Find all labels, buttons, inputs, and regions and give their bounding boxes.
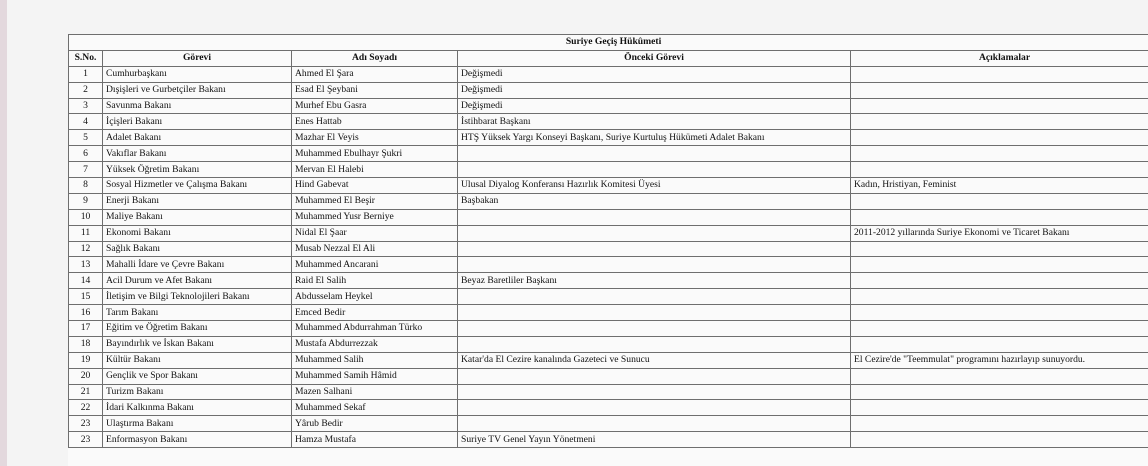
cell-sno: 2: [69, 82, 103, 98]
cell-adi-soyadi: Mervan El Halebi: [292, 162, 458, 178]
cell-aciklama: [851, 384, 1148, 400]
cell-onceki-gorevi: Değişmedi: [458, 82, 851, 98]
cell-onceki-gorevi: [458, 289, 851, 305]
cell-sno: 5: [69, 130, 103, 146]
cell-gorevi: Enformasyon Bakanı: [103, 432, 292, 448]
cell-gorevi: Ekonomi Bakanı: [103, 225, 292, 241]
cell-onceki-gorevi: [458, 257, 851, 273]
cell-aciklama: [851, 98, 1148, 114]
cell-onceki-gorevi: Ulusal Diyalog Konferansı Hazırlık Komitesi Üyesi: [458, 178, 851, 194]
cell-adi-soyadi: Muhammed Salih: [292, 352, 458, 368]
cell-aciklama: [851, 289, 1148, 305]
cell-adi-soyadi: Enes Hattab: [292, 114, 458, 130]
table-row: [69, 305, 1148, 321]
cell-sno: 15: [69, 289, 103, 305]
cell-gorevi: Sağlık Bakanı: [103, 241, 292, 257]
cell-adi-soyadi: Nidal El Şaar: [292, 225, 458, 241]
header-row: [69, 50, 1148, 66]
header-gorevi: Görevi: [103, 50, 292, 66]
cell-gorevi: Savunma Bakanı: [103, 98, 292, 114]
cell-aciklama: [851, 82, 1148, 98]
cell-onceki-gorevi: [458, 241, 851, 257]
cell-sno: 7: [69, 162, 103, 178]
cell-sno: 12: [69, 241, 103, 257]
window-left-edge: [0, 0, 7, 466]
cell-gorevi: Kültür Bakanı: [103, 352, 292, 368]
table-row: [69, 162, 1148, 178]
cell-adi-soyadi: Muhammed Yusr Berniye: [292, 209, 458, 225]
cell-gorevi: Maliye Bakanı: [103, 209, 292, 225]
cell-adi-soyadi: Hind Gabevat: [292, 178, 458, 194]
cell-aciklama: [851, 193, 1148, 209]
cell-aciklama: [851, 305, 1148, 321]
cell-onceki-gorevi: [458, 305, 851, 321]
cell-aciklama: Kadın, Hristiyan, Feminist: [851, 178, 1148, 194]
cell-aciklama: [851, 432, 1148, 448]
cell-onceki-gorevi: Değişmedi: [458, 66, 851, 82]
table-row: [69, 178, 1148, 194]
cell-sno: 14: [69, 273, 103, 289]
cell-sno: 13: [69, 257, 103, 273]
cell-gorevi: Tarım Bakanı: [103, 305, 292, 321]
cell-aciklama: [851, 209, 1148, 225]
cell-sno: 23: [69, 432, 103, 448]
cell-onceki-gorevi: [458, 336, 851, 352]
table-row: [69, 432, 1148, 448]
cell-adi-soyadi: Muhammed El Beşir: [292, 193, 458, 209]
cell-sno: 17: [69, 321, 103, 337]
header-aciklamalar: Açıklamalar: [851, 50, 1148, 66]
cell-adi-soyadi: Muhammed Ancarani: [292, 257, 458, 273]
table-row: [69, 130, 1148, 146]
cell-gorevi: Acil Durum ve Afet Bakanı: [103, 273, 292, 289]
cell-onceki-gorevi: Değişmedi: [458, 98, 851, 114]
cell-gorevi: Gençlik ve Spor Bakanı: [103, 368, 292, 384]
cell-aciklama: [851, 400, 1148, 416]
cell-gorevi: İçişleri Bakanı: [103, 114, 292, 130]
cell-aciklama: [851, 273, 1148, 289]
cell-adi-soyadi: Muhammed Samih Hâmid: [292, 368, 458, 384]
table-row: [69, 289, 1148, 305]
cell-aciklama: 2011-2012 yıllarında Suriye Ekonomi ve Ticaret Bakanı: [851, 225, 1148, 241]
cell-gorevi: Dışişleri ve Gurbetçiler Bakanı: [103, 82, 292, 98]
cell-gorevi: Yüksek Öğretim Bakanı: [103, 162, 292, 178]
cell-adi-soyadi: Murhef Ebu Gasra: [292, 98, 458, 114]
cell-adi-soyadi: Mustafa Abdurrezzak: [292, 336, 458, 352]
table-row: [69, 273, 1148, 289]
cell-adi-soyadi: Hamza Mustafa: [292, 432, 458, 448]
cell-adi-soyadi: Mazen Salhani: [292, 384, 458, 400]
cell-onceki-gorevi: [458, 321, 851, 337]
cell-aciklama: [851, 146, 1148, 162]
cell-sno: 21: [69, 384, 103, 400]
table-row: [69, 114, 1148, 130]
table-row: [69, 400, 1148, 416]
table-row: [69, 416, 1148, 432]
cell-onceki-gorevi: [458, 225, 851, 241]
cell-sno: 3: [69, 98, 103, 114]
cell-onceki-gorevi: [458, 162, 851, 178]
cell-onceki-gorevi: [458, 209, 851, 225]
cell-adi-soyadi: Ahmed El Şara: [292, 66, 458, 82]
table-row: [69, 225, 1148, 241]
cell-adi-soyadi: Muhammed Abdurrahman Türko: [292, 321, 458, 337]
cell-adi-soyadi: Emced Bedir: [292, 305, 458, 321]
cell-adi-soyadi: Mazhar El Veyis: [292, 130, 458, 146]
cell-gorevi: İletişim ve Bilgi Teknolojileri Bakanı: [103, 289, 292, 305]
table-row: [69, 257, 1148, 273]
table-row: [69, 384, 1148, 400]
cell-aciklama: [851, 66, 1148, 82]
cell-onceki-gorevi: Beyaz Baretliler Başkanı: [458, 273, 851, 289]
cell-sno: 4: [69, 114, 103, 130]
cell-sno: 22: [69, 400, 103, 416]
table-row: [69, 209, 1148, 225]
table-row: [69, 321, 1148, 337]
cell-onceki-gorevi: [458, 384, 851, 400]
cell-sno: 6: [69, 146, 103, 162]
cell-gorevi: Turizm Bakanı: [103, 384, 292, 400]
cell-aciklama: [851, 416, 1148, 432]
table-row: [69, 193, 1148, 209]
table-row: [69, 82, 1148, 98]
cell-onceki-gorevi: HTŞ Yüksek Yargı Konseyi Başkanı, Suriye Kurtuluş Hükümeti Adalet Bakanı: [458, 130, 851, 146]
cabinet-table: [68, 34, 1148, 448]
cell-gorevi: Ulaştırma Bakanı: [103, 416, 292, 432]
cell-aciklama: El Cezire'de "Teemmulat" programını hazırlayıp sunuyordu.: [851, 352, 1148, 368]
cell-gorevi: Mahalli İdare ve Çevre Bakanı: [103, 257, 292, 273]
header-adi-soyadi: Adı Soyadı: [292, 50, 458, 66]
cell-gorevi: Adalet Bakanı: [103, 130, 292, 146]
cell-aciklama: [851, 130, 1148, 146]
cell-onceki-gorevi: [458, 400, 851, 416]
cell-aciklama: [851, 114, 1148, 130]
cell-gorevi: Vakıflar Bakanı: [103, 146, 292, 162]
header-sno: S.No.: [69, 50, 103, 66]
table-title-row: [69, 35, 1148, 51]
cell-sno: 1: [69, 66, 103, 82]
cell-adi-soyadi: Muhammed Sekaf: [292, 400, 458, 416]
cell-adi-soyadi: Esad El Şeybani: [292, 82, 458, 98]
header-onceki-gorevi: Önceki Görevi: [458, 50, 851, 66]
table-row: [69, 241, 1148, 257]
cell-onceki-gorevi: [458, 146, 851, 162]
cell-sno: 20: [69, 368, 103, 384]
cell-gorevi: Bayındırlık ve İskan Bakanı: [103, 336, 292, 352]
cell-onceki-gorevi: Katar'da El Cezire kanalında Gazeteci ve Sunucu: [458, 352, 851, 368]
table-row: [69, 146, 1148, 162]
cell-adi-soyadi: Muhammed Ebulhayr Şukri: [292, 146, 458, 162]
cell-aciklama: [851, 162, 1148, 178]
cell-onceki-gorevi: [458, 368, 851, 384]
table-row: [69, 336, 1148, 352]
cell-sno: 10: [69, 209, 103, 225]
table-title: Suriye Geçiş Hükûmeti: [69, 35, 1148, 51]
cell-adi-soyadi: Raid El Salih: [292, 273, 458, 289]
cell-aciklama: [851, 241, 1148, 257]
cell-aciklama: [851, 257, 1148, 273]
cell-gorevi: Eğitim ve Öğretim Bakanı: [103, 321, 292, 337]
cell-adi-soyadi: Yârub Bedir: [292, 416, 458, 432]
cell-gorevi: Sosyal Hizmetler ve Çalışma Bakanı: [103, 178, 292, 194]
cell-onceki-gorevi: Başbakan: [458, 193, 851, 209]
cell-onceki-gorevi: [458, 416, 851, 432]
table-row: [69, 98, 1148, 114]
cell-gorevi: Cumhurbaşkanı: [103, 66, 292, 82]
cell-adi-soyadi: Musab Nezzal El Ali: [292, 241, 458, 257]
table-row: [69, 368, 1148, 384]
cell-sno: 9: [69, 193, 103, 209]
cell-gorevi: İdari Kalkınma Bakanı: [103, 400, 292, 416]
cell-aciklama: [851, 321, 1148, 337]
cell-aciklama: [851, 368, 1148, 384]
cell-onceki-gorevi: Suriye TV Genel Yayın Yönetmeni: [458, 432, 851, 448]
cell-gorevi: Enerji Bakanı: [103, 193, 292, 209]
table-row: [69, 352, 1148, 368]
cell-onceki-gorevi: İstihbarat Başkanı: [458, 114, 851, 130]
cell-sno: 11: [69, 225, 103, 241]
cell-sno: 18: [69, 336, 103, 352]
table-row: [69, 66, 1148, 82]
cell-sno: 8: [69, 178, 103, 194]
cell-adi-soyadi: Abdusselam Heykel: [292, 289, 458, 305]
cell-aciklama: [851, 336, 1148, 352]
cell-sno: 16: [69, 305, 103, 321]
cell-sno: 23: [69, 416, 103, 432]
cell-sno: 19: [69, 352, 103, 368]
